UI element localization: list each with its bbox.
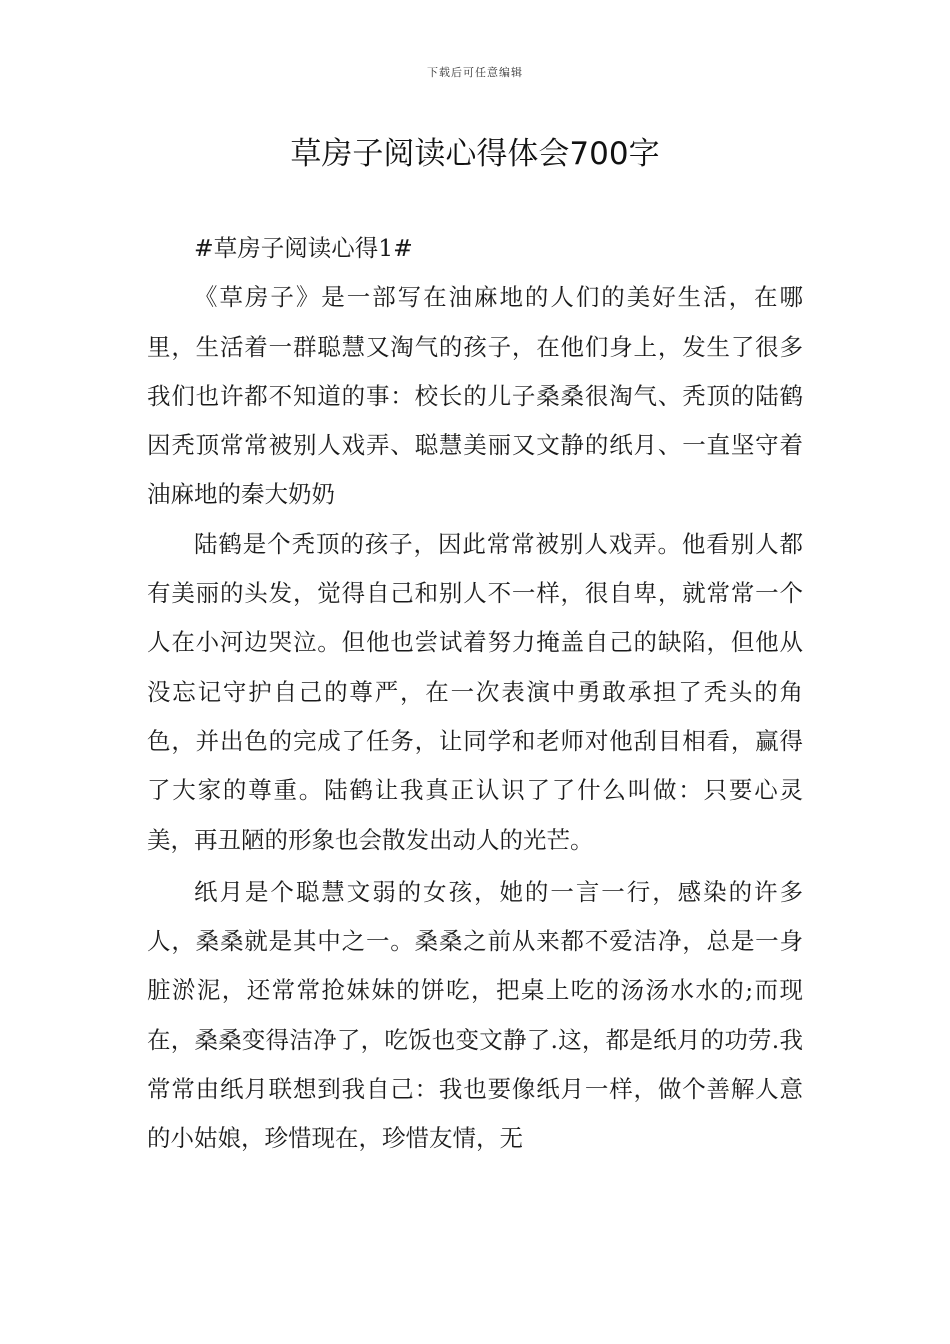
document-body <box>147 224 803 1164</box>
section-heading: #草房子阅读心得1# <box>194 234 413 262</box>
document-title: 草房子阅读心得体会700字 <box>290 136 660 172</box>
page-header: 下载后可任意编辑 <box>427 66 523 79</box>
paragraph: 《草房子》是一部写在油麻地的人们的美好生活，在哪里，生活着一群聪慧又淘气的孩子，在他们身上，发生了很多我们也许都不知道的事：校长的儿子桑桑很淘气、秃顶的陆鹤因秃顶常常被别人戏弄、聪慧美丽又文静的纸月、一直坚守着油麻地的秦大奶奶 <box>147 283 803 509</box>
paragraph: 纸月是个聪慧文弱的女孩，她的一言一行，感染的许多人，桑桑就是其中之一。桑桑之前从来都不爱洁净，总是一身脏淤泥，还常常抢妹妹的饼吃，把桌上吃的汤汤水水的;而现在，桑桑变得洁净了，吃饭也变文静了.这，都是纸月的功劳.我常常由纸月联想到我自己：我也要像纸月一样，做个善解人意的小姑娘，珍惜现在，珍惜友情，无 <box>147 877 803 1153</box>
paragraph: 陆鹤是个秃顶的孩子，因此常常被别人戏弄。他看别人都有美丽的头发，觉得自己和别人不一样，很自卑，就常常一个人在小河边哭泣。但他也尝试着努力掩盖自己的缺陷，但他从没忘记守护自己的尊严，在一次表演中勇敢承担了秃头的角色，并出色的完成了任务，让同学和老师对他刮目相看，赢得了大家的尊重。陆鹤让我真正认识了了什么叫做：只要心灵美，再丑陋的形象也会散发出动人的光芒。 <box>147 529 803 854</box>
